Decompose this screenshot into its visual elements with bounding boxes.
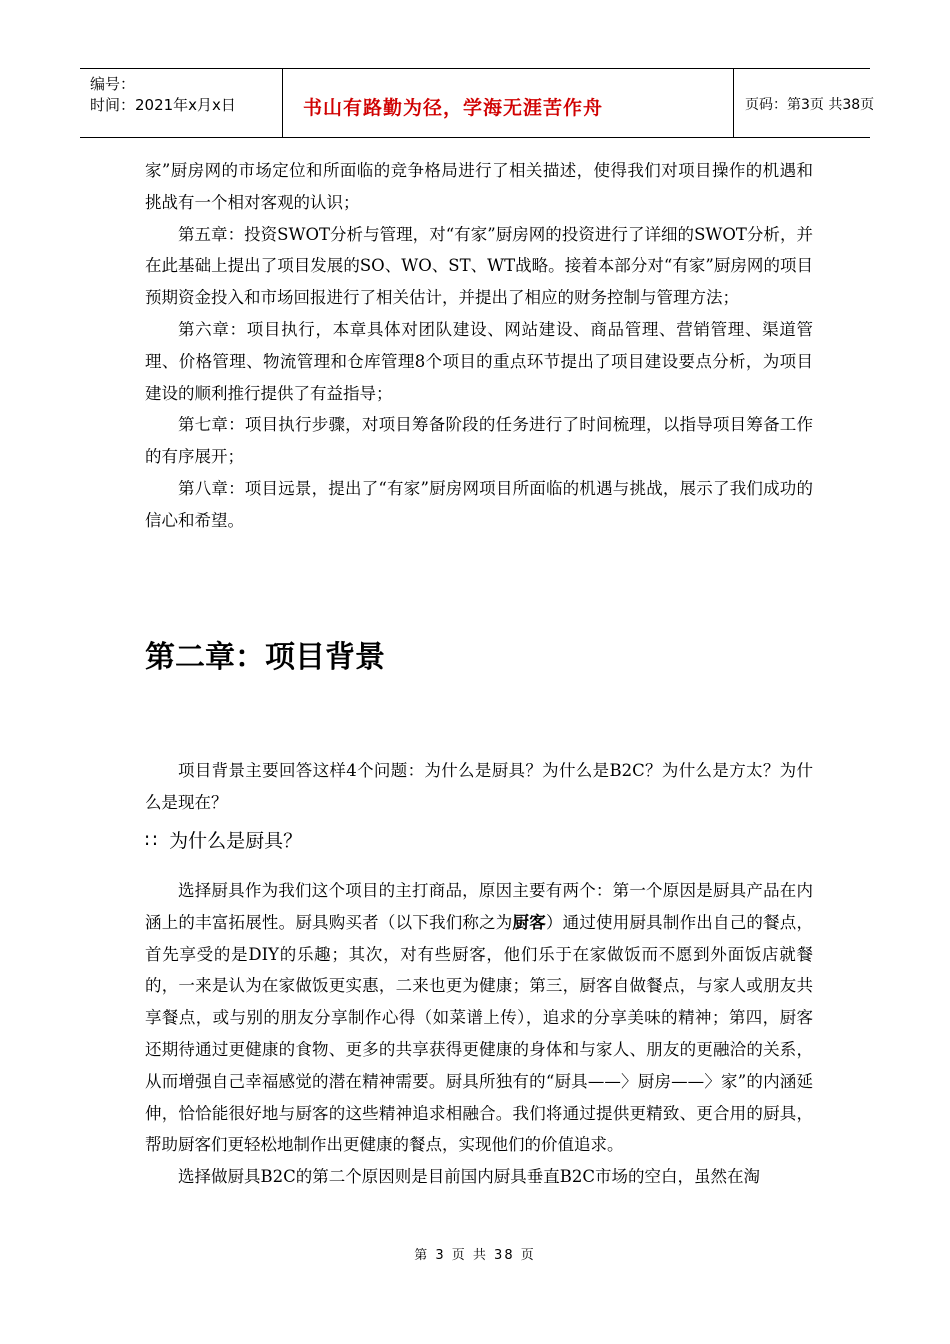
header-page-cell <box>734 69 875 137</box>
header-motto-cell <box>283 69 734 137</box>
paragraph-text: 选择厨具作为我们这个项目的主打商品，原因主要有两个：第一个原因是厨具产品在内涵上的丰富拓展性。厨具购买者（以下我们称之为 <box>145 881 813 932</box>
intro-paragraph: 第七章：项目执行步骤，对项目筹备阶段的任务进行了时间梳理，以指导项目筹备工作的有序展开； <box>145 415 813 467</box>
header-meta-cell <box>80 69 283 137</box>
page-footer: 第 3 页 共 38 页 <box>414 1248 536 1263</box>
section-heading <box>145 826 302 853</box>
intro-paragraph: 第八章：项目远景，提出了“有家”厨房网项目所面临的机遇与挑战，展示了我们成功的信心和希望。 <box>145 478 813 530</box>
document-number-label: 编号： <box>90 75 136 93</box>
section-paragraph <box>145 875 813 1161</box>
section-text-block <box>145 875 813 1193</box>
intro-paragraph: 家”厨房网的市场定位和所面临的竞争格局进行了相关描述，使得我们对项目操作的机遇和挑战有一个相对客观的认识； <box>145 161 813 212</box>
bold-term: 厨客 <box>512 912 546 932</box>
background-intro-block <box>145 755 813 819</box>
section-title: 为什么是厨具？ <box>169 830 303 852</box>
background-intro: 项目背景主要回答这样4个问题：为什么是厨具？为什么是B2C？为什么是方太？为什么是现在？ <box>145 761 813 812</box>
intro-paragraph: 第六章：项目执行，本章具体对团队建设、网站建设、商品管理、营销管理、渠道管理、价格管理、物流管理和仓库管理8个项目的重点环节提出了项目建设要点分析，为项目建设的顺利推行提供了有益指导； <box>145 319 813 403</box>
header-page-info: 页码：第3页 共38页 <box>745 97 875 113</box>
intro-text-block <box>145 155 813 537</box>
document-time-label: 时间：2021年x月x日 <box>90 96 236 114</box>
page-header <box>80 68 875 138</box>
section-paragraph-continued: 选择做厨具B2C的第二个原因则是目前国内厨具垂直B2C市场的空白，虽然在淘 <box>178 1167 760 1187</box>
chapter-title: 第二章：项目背景 <box>145 640 385 675</box>
section-bullet-icon: ∷ <box>145 830 158 852</box>
paragraph-text: ）通过使用厨具制作出自己的餐点，首先享受的是DIY的乐趣；其次，对有些厨客，他们乐于在家做饭而不愿到外面饭店就餐的，一来是认为在家做饭更实惠，二来也更为健康；第三，厨客自做餐点，与家人或朋友共享餐点，或与别的朋友分享制作心得（如菜谱上传），追求的分享美味的精神；第四，厨客还期待通过更健康的食物、更多的共享获得更健康的身体和与家人、朋友的更融洽的关系，从而增强自己幸福感觉的潜在精神需要。厨具所独有的“厨具——〉厨房——〉家”的内涵延伸，恰恰能很好地与厨客的这些精神追求相融合。我们将通过提供更精致、更合用的厨具，帮助厨客们更轻松地制作出更健康的餐点，实现他们的价值追求。 <box>145 912 814 1155</box>
header-motto: 书山有路勤为径，学海无涯苦作舟 <box>303 97 604 119</box>
intro-paragraph: 第五章：投资SWOT分析与管理，对“有家”厨房网的投资进行了详细的SWOT分析，并在此基础上提出了项目发展的SO、WO、ST、WT战略。接着本部分对“有家”厨房网的项目预期资金投入和市场回报进行了相关估计，并提出了相应的财务控制与管理方法； <box>145 224 813 308</box>
